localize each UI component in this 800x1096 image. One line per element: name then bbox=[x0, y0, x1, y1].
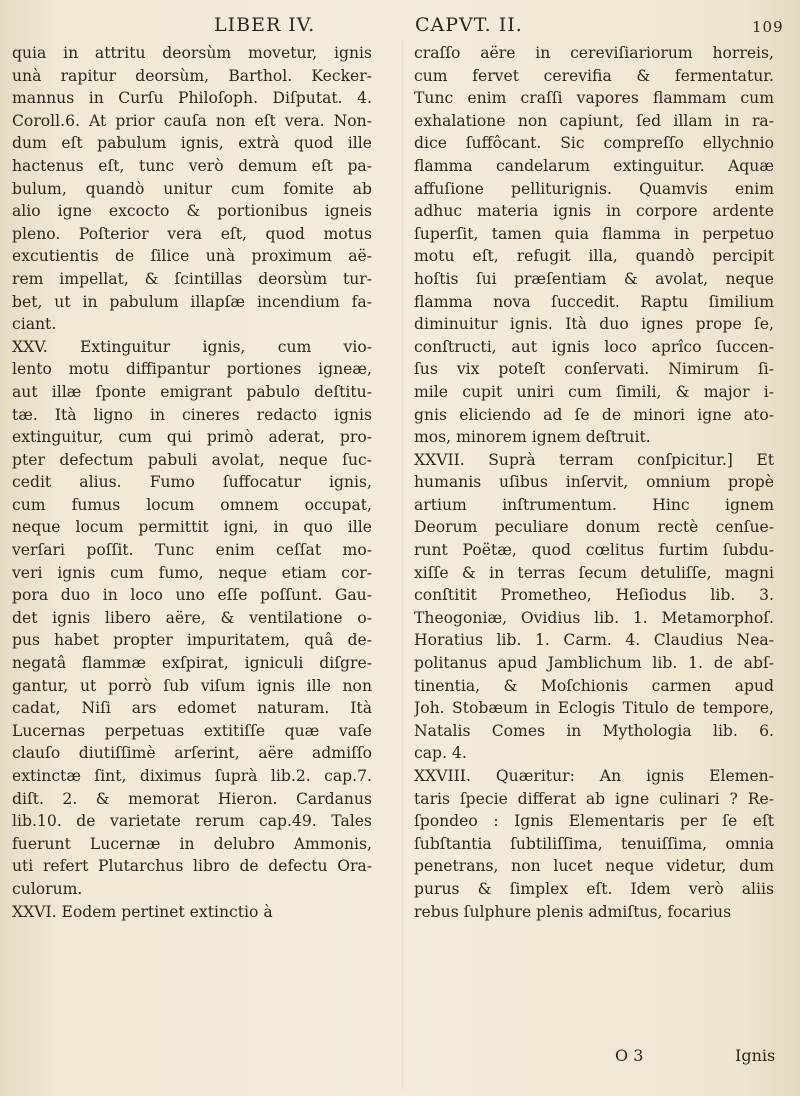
text-line: Tunc enim craſſi vapores flammam cum bbox=[414, 89, 774, 108]
text-line: neque locum permittit igni, in quo ille bbox=[12, 518, 372, 537]
text-line: Lucernas perpetuas extitiſſe quæ vaſe bbox=[12, 721, 372, 740]
text-line: bet, ut in pabulum illapſæ incendium fa- bbox=[12, 292, 372, 311]
text-line: mos, minorem ignem deſtruit. bbox=[414, 428, 651, 447]
text-line: Coroll.6. At prior cauſa non eſt vera. Non- bbox=[12, 111, 372, 130]
text-line: cadat, Niſi ars edomet naturam. Ità bbox=[12, 699, 372, 718]
text-line: XXVII. Suprà terram conſpicitur.] Et bbox=[414, 450, 774, 469]
text-line: xiſſe & in terras ſecum detuliſſe, magni bbox=[414, 563, 774, 582]
text-line: XXV. Extinguitur ignis, cum vio- bbox=[12, 337, 372, 356]
right-text-column bbox=[414, 42, 774, 923]
text-line: bulum, quandò unitur cum fomite ab bbox=[12, 179, 372, 198]
text-line: extinguitur, cum qui primò aderat, pro- bbox=[12, 428, 372, 447]
text-line: cum fumus locum omnem occupat, bbox=[12, 495, 372, 514]
text-line: ciant. bbox=[12, 315, 57, 334]
text-line: Natalis Comes in Mythologia lib. 6. bbox=[414, 721, 774, 740]
text-line: tinentia, & Moſchionis carmen apud bbox=[414, 676, 774, 695]
running-header bbox=[0, 6, 800, 40]
text-line: ſubſtantia ſubtiliſſima, tenuiſſima, omnia bbox=[414, 834, 774, 853]
signature-mark: O 3 bbox=[615, 1046, 644, 1065]
text-line: dice ſuffôcant. Sic compreſſo ellychnio bbox=[414, 134, 774, 153]
text-line: flamma nova ſuccedit. Raptu ſimilium bbox=[414, 292, 774, 311]
text-line: fuerunt Lucernæ in delubro Ammonis, bbox=[12, 834, 372, 853]
text-line: taris ſpecie differat ab igne culinari ? Re- bbox=[414, 789, 774, 808]
text-line: cum fervet cerevifia & fermentatur. bbox=[414, 66, 774, 85]
text-line: Joh. Stobæum in Eclogis Titulo de tempore, bbox=[414, 699, 774, 718]
page-number: 109 bbox=[752, 18, 784, 36]
text-line: ſpondeo : Ignis Elementaris per ſe eſt bbox=[414, 812, 774, 831]
column-gutter bbox=[402, 40, 403, 1090]
text-line: veri ignis cum fumo, neque etiam cor- bbox=[12, 563, 372, 582]
text-line: runt Poëtæ, quod cœlitus furtim ſubdu- bbox=[414, 541, 774, 560]
text-line: gantur, ut porrò ſub viſum ignis ille non bbox=[12, 676, 372, 695]
text-line: politanus apud Jamblichum lib. 1. de abſ- bbox=[414, 654, 774, 673]
text-line: excutientis de ſilice unà proximum aë- bbox=[12, 247, 372, 266]
text-line: det ignis libero aëre, & ventilatione o- bbox=[12, 608, 372, 627]
text-line: XXVIII. Quæritur: An ignis Elemen- bbox=[414, 767, 774, 785]
chapter-label: CAPVT. II. bbox=[415, 14, 523, 36]
text-line: mile cupit uniri cum ſimili, & major i- bbox=[414, 382, 774, 401]
text-line: extinctæ ſint, diximus ſuprà lib.2. cap.7. bbox=[12, 767, 372, 785]
text-line: cap. 4. bbox=[414, 744, 467, 763]
text-line: diminuitur ignis. Ità duo ignes prope ſe, bbox=[414, 315, 774, 334]
text-line: ſuperſit, tamen quia flamma in perpetuo bbox=[414, 224, 774, 243]
text-line: purus & ſimplex eſt. Idem verò aliis bbox=[414, 879, 774, 898]
text-line: Theogoniæ, Ovidius lib. 1. Metamorphoſ. bbox=[414, 608, 774, 627]
text-line: ſus vix poteſt conſervati. Nimirum ſi- bbox=[414, 360, 774, 379]
text-line: craſſo aëre in cereviſiariorum horreis, bbox=[414, 44, 774, 62]
text-line: cedit alius. Fumo ſuffocatur ignis, bbox=[12, 473, 372, 492]
text-line: pus habet propter impuritatem, quâ de- bbox=[12, 631, 372, 650]
text-line: aut illæ ſponte emigrant pabulo deſtitu- bbox=[12, 382, 372, 401]
catchword: Ignis bbox=[735, 1046, 776, 1065]
text-line: rem impellat, & ſcintillas deorsùm tur- bbox=[12, 269, 372, 288]
text-line: pleno. Poſterior vera eſt, quod motus bbox=[12, 224, 372, 243]
text-line: alio igne excocto & portionibus igneis bbox=[12, 202, 372, 221]
text-line: negatâ flammæ exſpirat, igniculi diſgre- bbox=[12, 654, 372, 673]
text-line: unà rapitur deorsùm, Barthol. Kecker- bbox=[12, 66, 372, 85]
text-line: XXVI. Eodem pertinet extinctio à bbox=[12, 902, 273, 921]
text-line: mannus in Curſu Philoſoph. Diſputat. 4. bbox=[12, 89, 372, 108]
text-line: diſt. 2. & memorat Hieron. Cardanus bbox=[12, 789, 372, 808]
text-line: motu eſt, refugit illa, quandò percipit bbox=[414, 247, 774, 266]
text-line: hoſtis ſui præſentiam & avolat, neque bbox=[414, 269, 774, 288]
text-line: rebus ſulphure plenis admiſtus, focarius bbox=[414, 902, 732, 921]
text-line: pora duo in loco uno eſſe poſſunt. Gau- bbox=[12, 586, 372, 605]
text-line: lib.10. de varietate rerum cap.49. Tales bbox=[12, 812, 372, 831]
text-line: pter defectum pabuli avolat, neque ſuc- bbox=[12, 450, 372, 469]
text-line: gnis eliciendo ad ſe de minori igne ato- bbox=[414, 405, 774, 424]
text-line: Deorum peculiare donum rectè cenſue- bbox=[414, 518, 774, 537]
text-line: exhalatione non capiunt, ſed illam in ra- bbox=[414, 111, 774, 130]
text-line: dum eſt pabulum ignis, extrà quod ille bbox=[12, 134, 372, 153]
text-line: flamma candelarum extinguitur. Aquæ bbox=[414, 156, 774, 175]
text-line: conſtitit Prometheo, Heſiodus lib. 3. bbox=[414, 586, 774, 605]
text-line: hactenus eſt, tunc verò demum eſt pa- bbox=[12, 156, 372, 175]
text-line: quia in attritu deorsùm movetur, ignis bbox=[12, 44, 372, 62]
text-line: humanis uſibus inſervit, omnium propè bbox=[414, 473, 774, 492]
book-label: LIBER IV. bbox=[214, 14, 316, 36]
text-line: tæ. Ità ligno in cineres redacto ignis bbox=[12, 405, 372, 424]
text-line: penetrans, non lucet neque videtur, dum bbox=[414, 857, 774, 876]
text-line: verſari poſſit. Tunc enim ceſſat mo- bbox=[12, 541, 372, 560]
text-line: affuſione pelliturignis. Quamvis enim bbox=[414, 179, 774, 198]
text-line: culorum. bbox=[12, 879, 83, 898]
text-line: conſtructi, aut ignis loco aprîco ſuccen- bbox=[414, 337, 774, 356]
text-line: artium inſtrumentum. Hinc ignem bbox=[414, 495, 774, 514]
left-text-column bbox=[12, 42, 372, 923]
text-line: uti refert Plutarchus libro de defectu Ora- bbox=[12, 857, 372, 876]
text-line: clauſo diutiſſimè arſerint, aëre admiſſo bbox=[12, 744, 372, 763]
text-line: lento motu diffipantur portiones igneæ, bbox=[12, 360, 372, 379]
text-line: Horatius lib. 1. Carm. 4. Claudius Nea- bbox=[414, 631, 774, 650]
text-line: adhuc materia ignis in corpore ardente bbox=[414, 202, 774, 221]
